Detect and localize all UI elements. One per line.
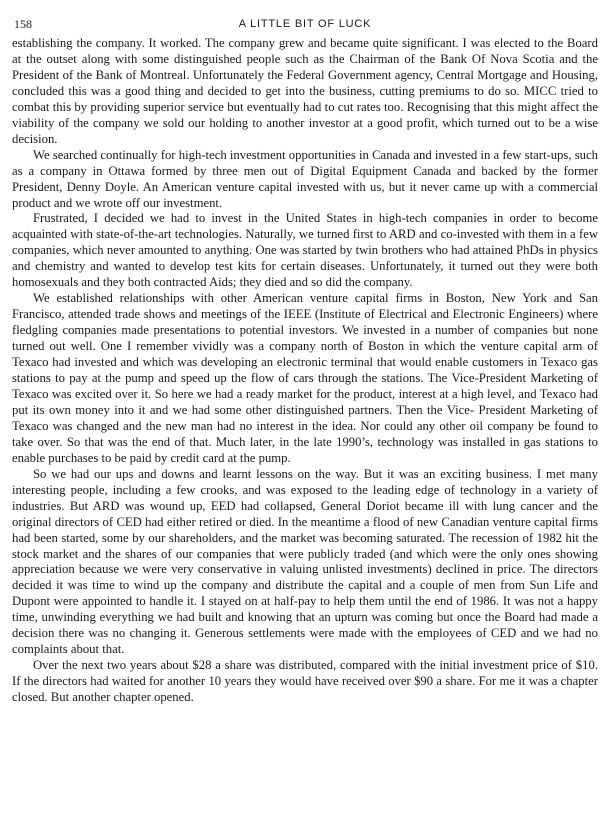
paragraph-distribution: Over the next two years about $28 a share was distributed, compared with the initial investment price of $10. If the directors had waited for another 10 years they would have received over $90 a share. For me it was a chapter closed. But another chapter opened. — [12, 658, 598, 705]
page-number: 158 — [14, 17, 32, 31]
paragraph-vc-relationships: We established relationships with other American venture capital firms in Boston, New York and San Francisco, attended trade shows and meetings of the IEEE (Institute of Electrical and Electronic Engineers) where fledgling companies made presentations to potential investors. We invested in a number of companies but none turned out well. One I remember vividly was a company north of Boston in which the venture capital arm of Texaco had invested and which was developing an electronic terminal that would enable customers in Texaco gas stations to pay at the pump and speed up the flow of cars through the stations. The Vice-President Marketing of Texaco was excited over it. So here we had a ready market for the product, interest at a high level, and Texaco had put its own money into it and we had some other distinguished partners. Then the Vice- President Marketing of Texaco was changed and the new man had no interest in the idea. Nor could any other oil company be found to take over. So that was the end of that. Much later, in the late 1990’s, technology was installed in gas stations to enable purchases to be paid by credit card at the pump. — [12, 291, 598, 465]
paragraph-ups-and-downs: So we had our ups and downs and learnt lessons on the way. But it was an exciting business. I met many interesting people, including a few crooks, and was exposed to the leading edge of technology in a variety of industries. But ARD was wound up, EED had collapsed, General Doriot became ill with lung cancer and the original directors of CED had either retired or died. In the meantime a flood of new Canadian venture capital firms had been started, some by our shareholders, and the market was becoming saturated. The recession of 1982 hit the stock market and the shares of our companies that were publicly traded (and which were the only ones showing appreciation because we were very conservative in valuing unlisted investments) declined in price. The directors decided it was time to wind up the company and distribute the capital and a couple of men from Sun Life and Dupont were appointed to handle it. I stayed on at half-pay to help them until the end of 1986. It was not a happy time, unwinding everything we had built and knowing that an upturn was coming but once the Board had made a decision there was no changing it. Generous settlements were made with the employees of CED and we had no complaints about that. — [12, 466, 598, 657]
paragraph-us-investment: Frustrated, I decided we had to invest in the United States in high-tech companies in order to become acquainted with state-of-the-art technologies. Naturally, we turned first to ARD and co-invested with them in a few companies, which never amounted to anything. One was started by twin brothers who had attained PhDs in physics and chemistry and wanted to develop test kits for certain diseases. Unfortunately, it turned out they were both homosexuals and they both contracted Aids; they died and so did the company. — [12, 211, 598, 290]
running-header — [12, 14, 598, 36]
body-text — [12, 36, 598, 706]
paragraph-continued: establishing the company. It worked. The company grew and became quite significant. I was elected to the Board at the outset along with some distinguished people such as the Chairman of the Bank Of Nova Scotia and the President of the Bank of Montreal. Unfortunately the Federal Government agency, Central Mortgage and Housing, concluded this was a good thing and decided to get into the business, cutting premiums to do so. MICC tried to combat this by providing superior service but eventually had to cut rates too. Recognising that this might affect the viability of the company we sold our holding to another investor at a good profit, which turned out to be a wise decision. — [12, 36, 598, 146]
paragraph-high-tech-canada: We searched continually for high-tech investment opportunities in Canada and invested in a few start-ups, such as a company in Ottawa formed by three men out of Digital Equipment Canada and backed by the former President, Denny Doyle. An American venture capital invested with us, but it never came up with a commercial product and we wrote off our investment. — [12, 147, 598, 210]
running-title: A LITTLE BIT OF LUCK — [238, 18, 372, 30]
